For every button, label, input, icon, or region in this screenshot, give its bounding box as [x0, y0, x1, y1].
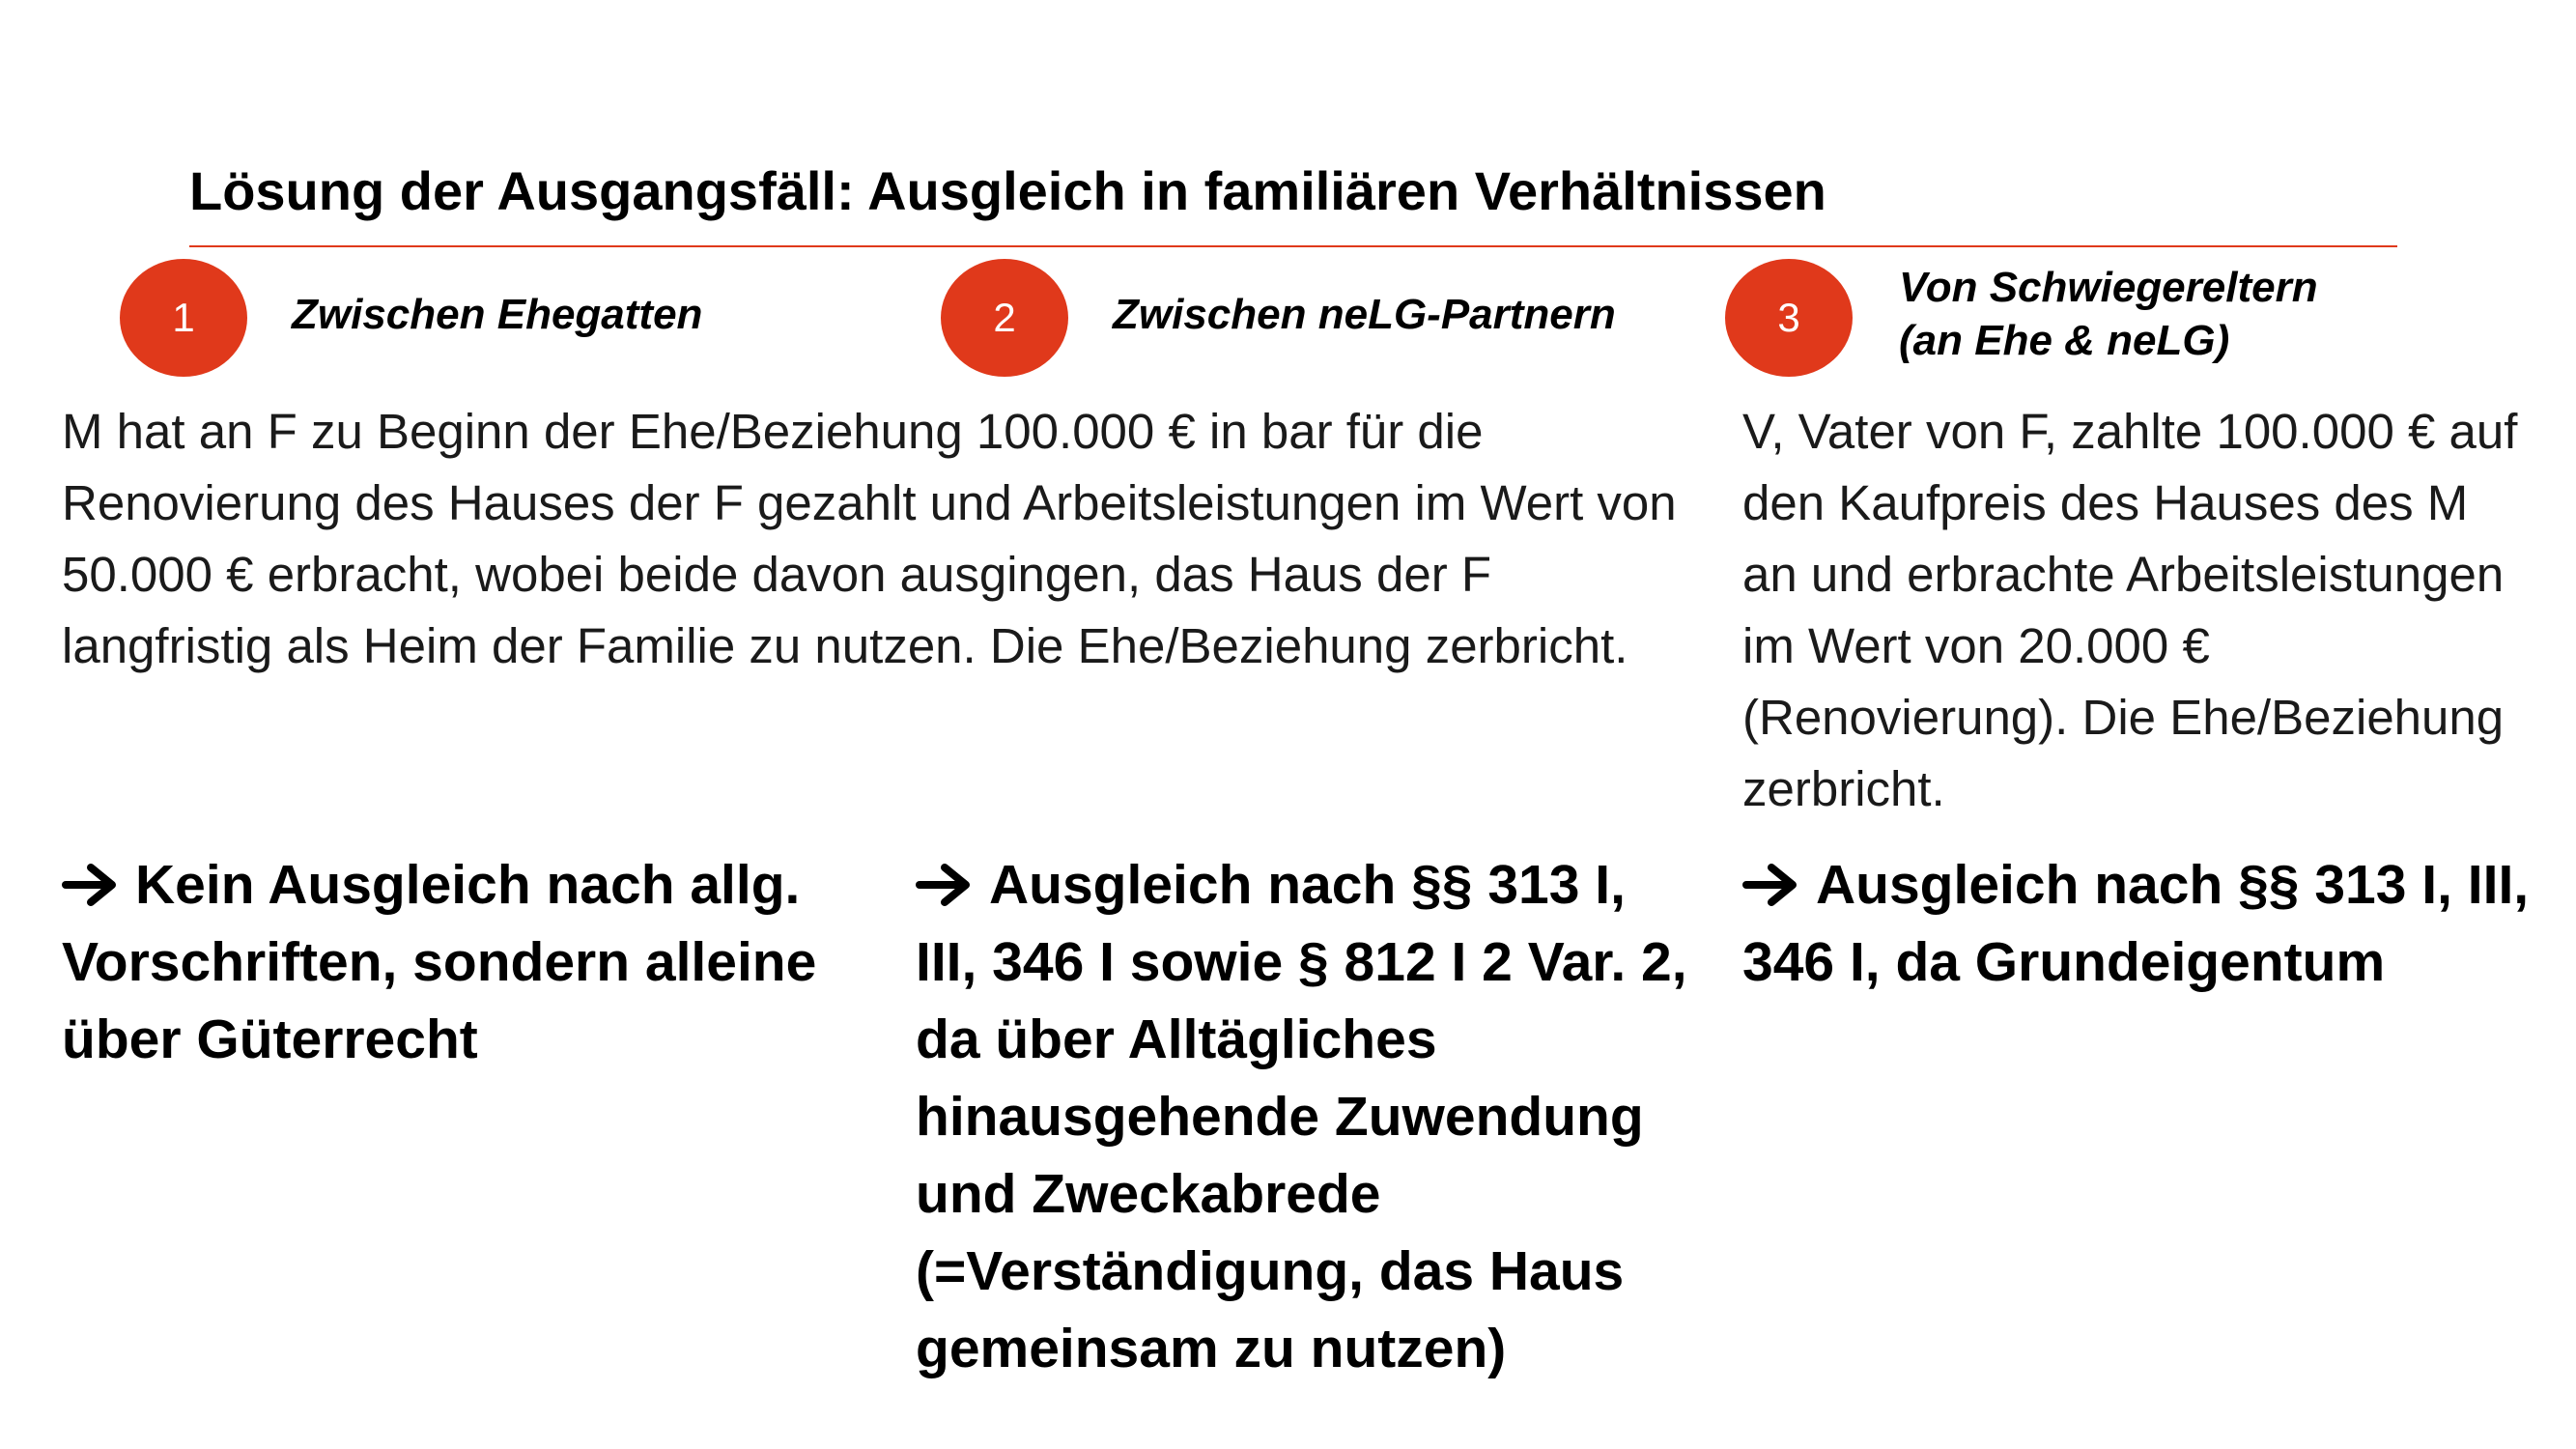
badge-label-schwiegereltern: [1899, 261, 2318, 367]
badge-number: 1: [172, 295, 195, 340]
right-arrow-icon: [62, 863, 122, 907]
result-column-2: [916, 846, 1688, 1387]
badge-label-ehegatten: Zwischen Ehegatten: [292, 291, 703, 338]
result-text-3: Ausgleich nach §§ 313 I, III, 346 I, da Grundeigentum: [1742, 854, 2530, 993]
slide-title: Lösung der Ausgangsfäll: Ausgleich in familiären Verhältnissen: [189, 160, 1826, 221]
title-divider: [189, 245, 2397, 247]
number-badge-2: [941, 259, 1068, 377]
badge-label-line-1: Von Schwiegereltern: [1899, 264, 2318, 311]
badge-number: 3: [1777, 295, 1800, 340]
number-badge-3: [1725, 259, 1853, 377]
badge-label-nelg-partner: Zwischen neLG-Partnern: [1113, 291, 1616, 338]
right-arrow-icon: [916, 863, 976, 907]
result-text-1: Kein Ausgleich nach allg. Vorschriften, sondern alleine über Güterrecht: [62, 854, 817, 1070]
result-column-3: [1742, 846, 2534, 1001]
case-description-left: M hat an F zu Beginn der Ehe/Beziehung 100.000 € in bar für die Renovierung des Hauses der F gezahlt und Arbeitsleistungen im Wert von 50.000 € erbracht, wobei beide davon ausgingen, das Haus der F langfristig als Heim der Familie zu nutzen. Die Ehe/Beziehung zerbricht.: [62, 404, 1677, 673]
number-badge-1: [120, 259, 247, 377]
badge-label-line-2: (an Ehe & neLG): [1899, 317, 2230, 364]
right-arrow-icon: [1742, 863, 1802, 907]
badge-number: 2: [993, 295, 1016, 340]
case-description-right: V, Vater von F, zahlte 100.000 € auf den Kaufpreis des Hauses des M an und erbrachte Arbeitsleistungen im Wert von 20.000 € (Renovierung). Die Ehe/Beziehung zerbricht.: [1742, 404, 2518, 816]
result-text-2: Ausgleich nach §§ 313 I, III, 346 I sowie § 812 I 2 Var. 2, da über Alltägliches hinausgehende Zuwendung und Zweckabrede (=Verständigung, das Haus gemeinsam zu nutzen): [916, 854, 1687, 1379]
result-column-1: [62, 846, 883, 1078]
